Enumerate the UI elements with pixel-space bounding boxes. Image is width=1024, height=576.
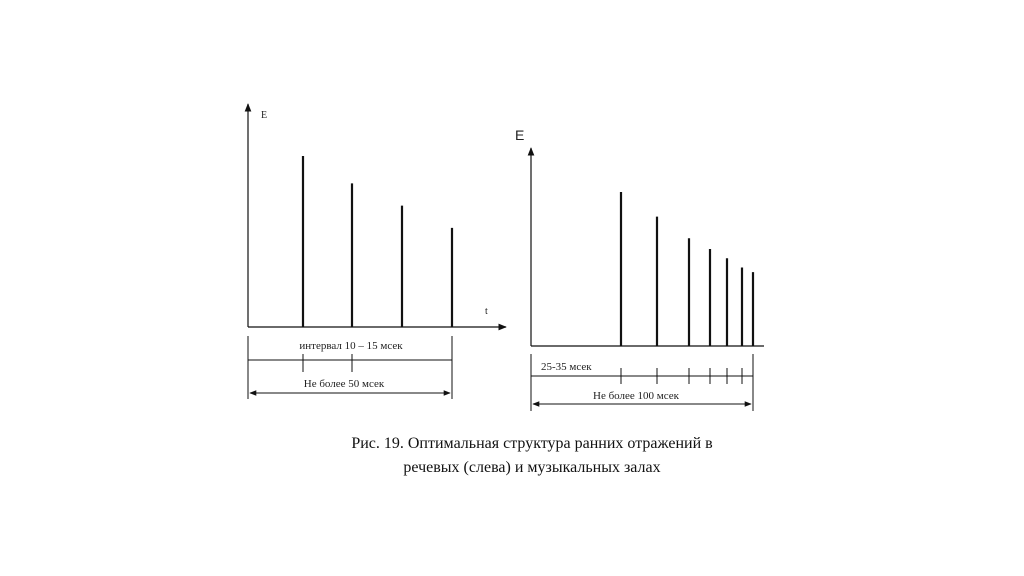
- right-y-axis-label: E: [515, 127, 525, 143]
- left-interval-label: интервал 10 – 15 мсек: [299, 340, 403, 352]
- right-reflection-bars: [621, 192, 753, 346]
- right-delay-label: 25-35 мсек: [541, 361, 592, 373]
- right-total-label: Не более 100 мсек: [593, 390, 679, 402]
- left-y-axis-label: E: [261, 110, 268, 121]
- left-total-label: Не более 50 мсек: [303, 378, 385, 390]
- caption-line-2: речевых (слева) и музыкальных залах: [403, 459, 661, 476]
- caption-line-1: Рис. 19. Оптимальная структура ранних отражений в: [351, 435, 713, 452]
- left-diagram: [248, 104, 506, 399]
- figure-caption: [262, 432, 802, 480]
- left-reflection-bars: [303, 156, 452, 327]
- right-diagram: [515, 127, 764, 411]
- left-x-axis-label: t: [485, 306, 488, 317]
